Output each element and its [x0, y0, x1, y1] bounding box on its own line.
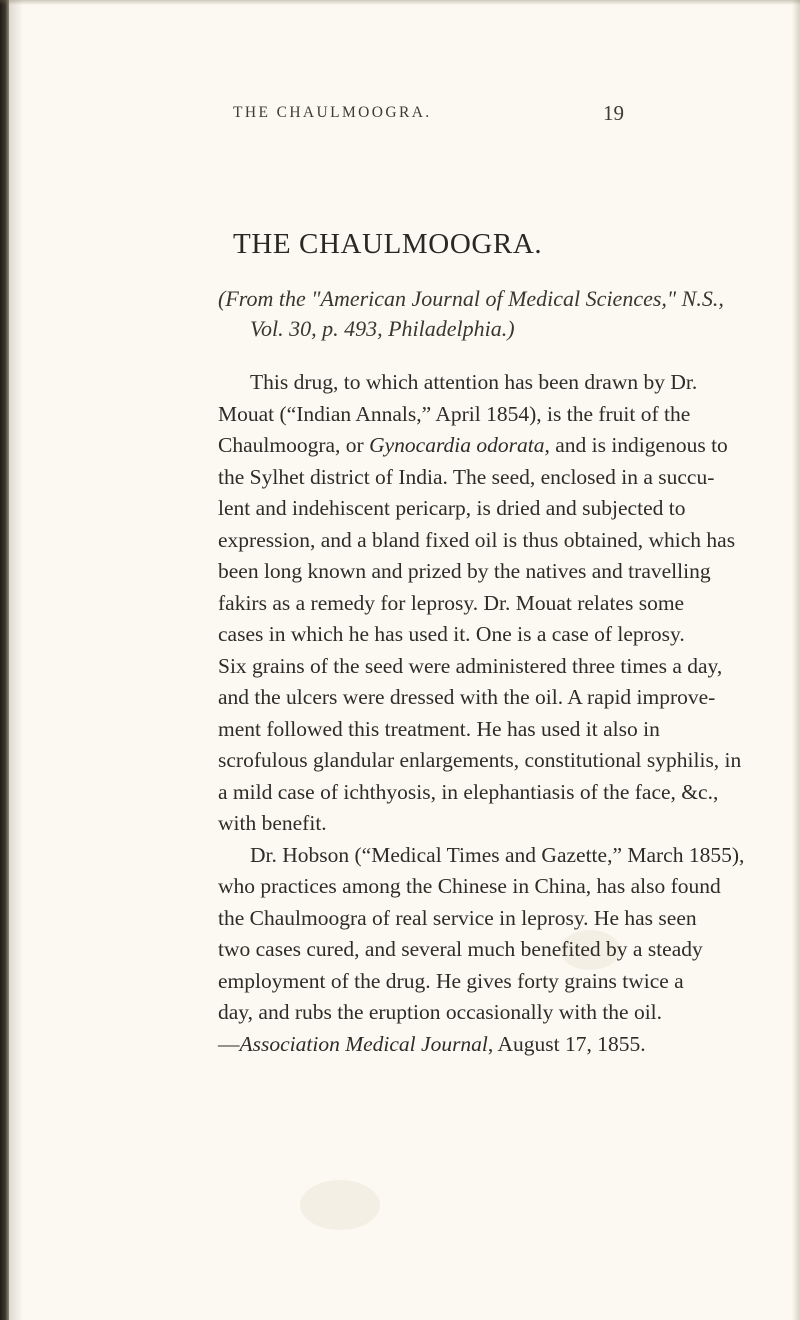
paragraph-1-line: a mild case of ichthyosis, in elephantiasis of the face, &c., [218, 779, 719, 804]
text-run: , and is indigenous to [544, 433, 728, 457]
paper-stain [300, 1180, 380, 1230]
running-head-title: THE CHAULMOOGRA. [233, 104, 432, 121]
page-number: 19 [603, 101, 624, 125]
paragraph-1-line: Six grains of the seed were administered three times a day, [218, 653, 723, 678]
article-source [218, 284, 724, 344]
paragraph-1-line: Mouat (“Indian Annals,” April 1854), is the fruit of the [218, 401, 691, 426]
citation-line [218, 1029, 652, 1061]
article-title: THE CHAULMOOGRA. [233, 228, 543, 260]
paragraph-1-line: with benefit. [218, 811, 327, 835]
botanical-name: Gynocardia odorata [369, 433, 545, 457]
text-run: Chaulmoogra, or [218, 433, 370, 457]
gutter-shadow [9, 0, 23, 1320]
paragraph-1-line: and the ulcers were dressed with the oil. A rapid improve- [218, 685, 716, 709]
paragraph-2-line: employment of the drug. He gives forty grains twice a [218, 968, 684, 993]
article-body [218, 367, 745, 1060]
page-right-edge [792, 0, 800, 1320]
page-top-edge [0, 0, 800, 5]
paragraph-2-line: Dr. Hobson (“Medical Times and Gazette,” March 1855), [250, 842, 745, 867]
citation-source: Association Medical Journal [239, 1031, 488, 1056]
paragraph-2-line: day, and rubs the eruption occasionally with the oil. [218, 1000, 663, 1024]
paragraph-1-line: lent and indehiscent pericarp, is dried and subjected to [218, 496, 686, 520]
paragraph-1-line: fakirs as a remedy for leprosy. Dr. Mouat relates some [218, 590, 685, 615]
paragraph-1-line: This drug, to which attention has been drawn by Dr. [250, 370, 698, 394]
paragraph-1-line: scrofulous glandular enlargements, constitutional syphilis, in [218, 748, 742, 772]
paragraph-1-line: the Sylhet district of India. The seed, enclosed in a succu- [218, 464, 715, 489]
paragraph-2-line: who practices among the Chinese in China, has also found [218, 874, 721, 898]
source-line-1: (From the "American Journal of Medical Sciences," N.S., [218, 286, 724, 311]
citation-dash: — [218, 1031, 240, 1056]
citation-date: , August 17, 1855. [487, 1031, 646, 1056]
paragraph-2-line: two cases cured, and several much benefited by a steady [218, 937, 703, 961]
book-binding-edge [0, 0, 9, 1320]
running-header [0, 101, 800, 126]
source-line-2: Vol. 30, p. 493, Philadelphia.) [250, 316, 515, 341]
paragraph-1-line [218, 430, 728, 462]
paragraph-1-line: expression, and a bland fixed oil is thus obtained, which has [218, 527, 736, 552]
paragraph-1-line: ment followed this treatment. He has used it also in [218, 716, 660, 741]
paragraph-1-line: been long known and prized by the natives and travelling [218, 559, 711, 583]
paragraph-2-line: the Chaulmoogra of real service in leprosy. He has seen [218, 905, 697, 930]
paragraph-1-line: cases in which he has used it. One is a case of leprosy. [218, 622, 685, 646]
